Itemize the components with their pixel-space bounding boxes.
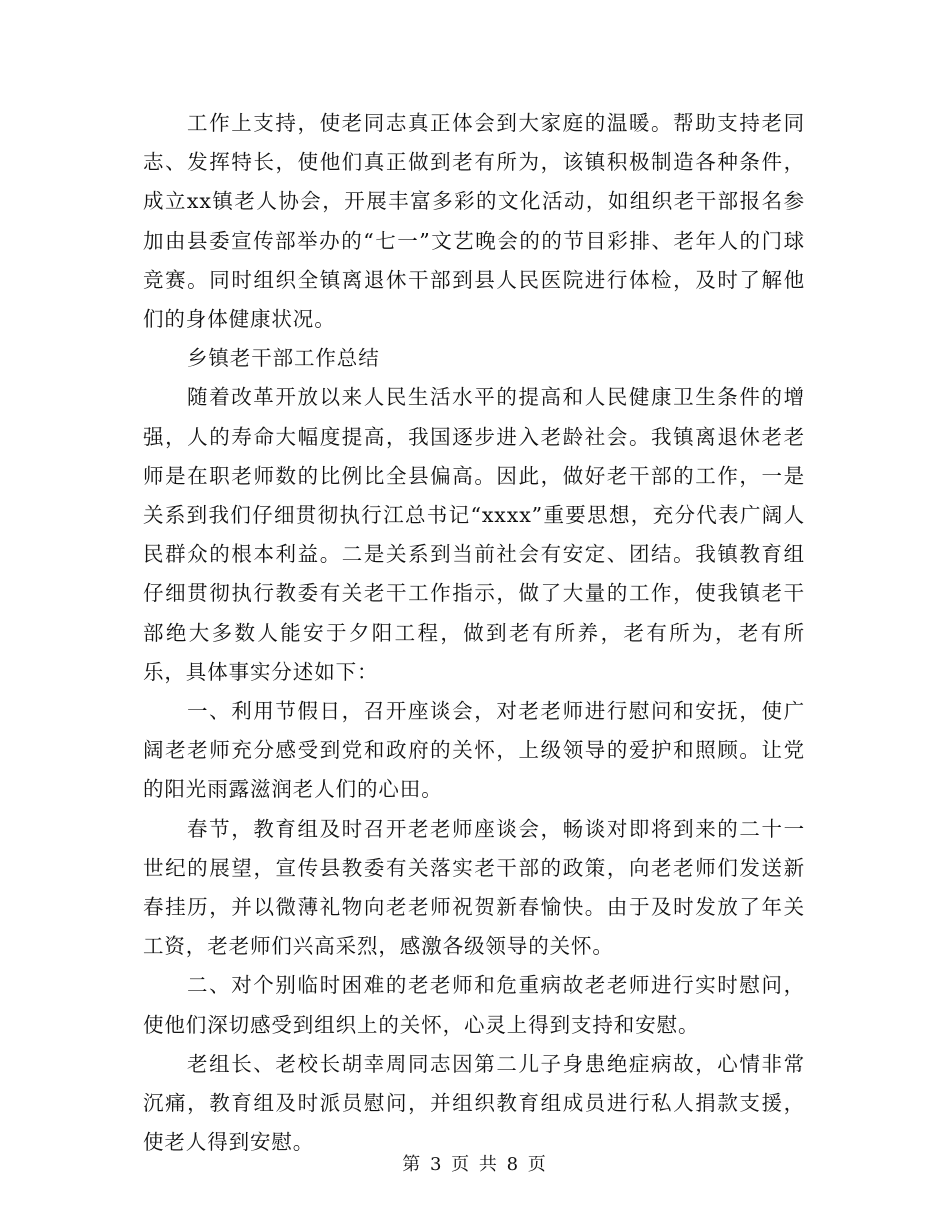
paragraph-example: 老组长、老校长胡幸周同志因第二儿子身患绝症病故，心情非常沉痛，教育组及时派员慰问，并组织教育组成员进行私人捐款支援，使老人得到安慰。 — [143, 1051, 805, 1155]
paragraph-continuation: 工作上支持，使老同志真正体会到大家庭的温暖。帮助支持老同志、发挥特长，使他们真正做到老有所为，该镇积极制造各种条件，成立xx镇老人协会，开展丰富多彩的文化活动，如组织老干部报名参加由县委宣传部举办的“七一”文艺晚会的的节目彩排、老年人的门球竞赛。同时组织全镇离退休干部到县人民医院进行体检，及时了解他们的身体健康状况。 — [143, 111, 805, 332]
paragraph-intro: 随着改革开放以来人民生活水平的提高和人民健康卫生条件的增强，人的寿命大幅度提高，我国逐步进入老龄社会。我镇离退休老老师是在职老师数的比例比全县偏高。因此，做好老干部的工作，一是关系到我们仔细贯彻执行江总书记“xxxx”重要思想，充分代表广阔人民群众的根本利益。二是关系到当前社会有安定、团结。我镇教育组仔细贯彻执行教委有关老干工作指示，做了大量的工作，使我镇老干部绝大多数人能安于夕阳工程，做到老有所养，老有所为，老有所乐，具体事实分述如下： — [143, 385, 805, 684]
section-heading: 乡镇老干部工作总结 — [187, 346, 380, 371]
paragraph-spring-festival: 春节，教育组及时召开老老师座谈会，畅谈对即将到来的二十一世纪的展望，宣传县教委有关落实老干部的政策，向老老师们发送新春挂历，并以微薄礼物向老老师祝贺新春愉快。由于及时发放了年关工资，老老师们兴高采烈，感激各级领导的关怀。 — [143, 816, 805, 959]
document-body — [143, 104, 805, 1162]
paragraph-point-two: 二、对个别临时困难的老老师和危重病故老老师进行实时慰问，使他们深切感受到组织上的关怀，心灵上得到支持和安慰。 — [143, 973, 805, 1037]
paragraph-point-one: 一、利用节假日，召开座谈会，对老老师进行慰问和安抚，使广阔老老师充分感受到党和政府的关怀，上级领导的爱护和照顾。让党的阳光雨露滋润老人们的心田。 — [143, 699, 805, 802]
page-number-footer: 第 3 页 共 8 页 — [402, 1154, 548, 1175]
